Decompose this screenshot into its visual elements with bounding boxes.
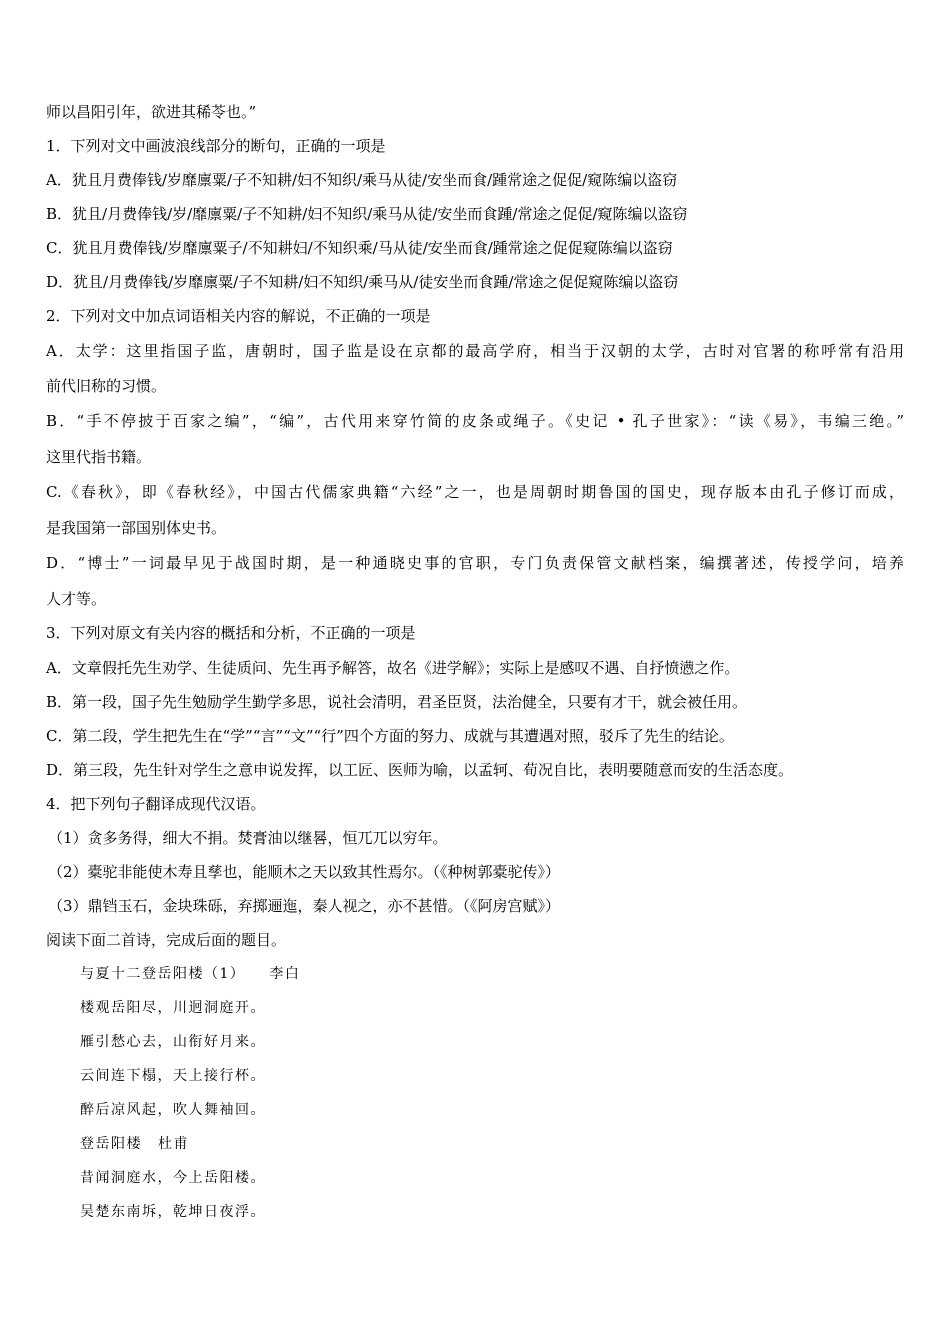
- question-3-option-a: A．文章假托先生劝学、生徒质问、先生再予解答，故名《进学解》；实际上是感叹不遇、自抒愤懑之作。: [46, 659, 740, 677]
- question-3-option-b: B．第一段，国子先生勉励学生勤学多思，说社会清明，君圣臣贤，法治健全，只要有才干，就会被任用。: [46, 693, 748, 711]
- poem-2-line: 吴楚东南坼，乾坤日夜浮。: [80, 1204, 266, 1220]
- question-3-option-d: D．第三段，先生针对学生之意申说发挥，以工匠、医师为喻，以孟轲、荀况自比，表明要随意而安的生活态度。: [46, 761, 794, 779]
- question-4-sentence-1: （1）贪多务得，细大不捐。焚膏油以继晷，恒兀兀以穷年。: [48, 829, 448, 847]
- question-1-option-c: C．犹且月费俸钱/岁靡廪粟子/不知耕妇/不知织乘/马从徒/安坐而食/踵常途之促促窥陈编以盗窃: [46, 239, 673, 257]
- question-3-option-c: C．第二段，学生把先生在“学”“言”“文”“行”四个方面的努力、成就与其遭遇对照，驳斥了先生的结论。: [46, 727, 734, 745]
- reading-intro: 阅读下面二首诗，完成后面的题目。: [46, 931, 287, 949]
- poem-1-line: 楼观岳阳尽，川迥洞庭开。: [80, 1000, 266, 1016]
- poem-2-author: 杜甫: [158, 1136, 189, 1152]
- poem-2-line: 昔闻洞庭水，今上岳阳楼。: [80, 1170, 266, 1186]
- poem-1-line: 云间连下榻，天上接行杯。: [80, 1068, 266, 1084]
- question-4-stem: 4．把下列句子翻译成现代汉语。: [46, 795, 266, 813]
- poem-1-line: 雁引愁心去，山衔好月来。: [80, 1034, 266, 1050]
- question-2-option-d-line-1: D．“博士”一词最早见于战国时期，是一种通晓史事的官职，专门负责保管文献档案，编撰著述，传授学问，培养: [46, 554, 904, 572]
- question-2-option-b-line-2: 这里代指书籍。: [46, 448, 152, 466]
- question-1-option-d: D．犹且/月费俸钱/岁靡廪粟/子不知耕/妇不知织/乘马从/徒安坐而食踵/常途之促促窥陈编以盗窃: [46, 273, 679, 291]
- poem-1-line: 醉后凉风起，吹人舞袖回。: [80, 1102, 266, 1118]
- question-2-option-a-line-2: 前代旧称的习惯。: [46, 377, 167, 395]
- question-2-option-a-line-1: A．太学：这里指国子监，唐朝时，国子监是设在京都的最高学府，相当于汉朝的太学，古时对官署的称呼常有沿用: [46, 342, 904, 360]
- poem-1-title: 与夏十二登岳阳楼（1）: [80, 966, 246, 982]
- poem-2-heading: [80, 1127, 189, 1161]
- question-2-option-c-line-1: C.《春秋》，即《春秋经》，中国古代儒家典籍“六经”之一，也是周朝时期鲁国的国史，现存版本由孔子修订而成，: [46, 483, 904, 501]
- question-1-option-a: A．犹且月费俸钱/岁靡廪粟/子不知耕/妇不知织/乘马从徒/安坐而食/踵常途之促促/窥陈编以盗窃: [46, 171, 678, 189]
- question-2-option-d-line-2: 人才等。: [46, 590, 107, 608]
- question-3-stem: 3．下列对原文有关内容的概括和分析，不正确的一项是: [46, 624, 416, 642]
- question-2-option-b-line-1: B．“手不停披于百家之编”，“编”，古代用来穿竹简的皮条或绳子。《史记 • 孔子世家》：“读《易》，韦编三绝。”: [46, 412, 904, 430]
- poem-2-title: 登岳阳楼: [80, 1136, 142, 1152]
- question-4-sentence-3: （3）鼎铛玉石，金块珠砾，弃掷逦迤，秦人视之，亦不甚惜。（《阿房宫赋》）: [48, 897, 561, 915]
- poem-1-author: 李白: [269, 966, 301, 982]
- question-2-stem: 2．下列对文中加点词语相关内容的解说，不正确的一项是: [46, 307, 431, 325]
- question-1-option-b: B．犹且/月费俸钱/岁/靡廪粟/子不知耕/妇不知织/乘马从徒/安坐而食踵/常途之促促/窥陈编以盗窃: [46, 205, 688, 223]
- question-4-sentence-2: （2）橐驼非能使木寿且孳也，能顺木之天以致其性焉尔。（《种树郭橐驼传》）: [48, 863, 561, 881]
- question-2-option-c-line-2: 是我国第一部国别体史书。: [46, 519, 227, 537]
- poem-1-heading: [80, 957, 300, 991]
- question-1-stem: 1．下列对文中画波浪线部分的断句，正确的一项是: [46, 137, 386, 155]
- passage-tail: 师以昌阳引年，欲进其稀苓也。”: [46, 103, 257, 121]
